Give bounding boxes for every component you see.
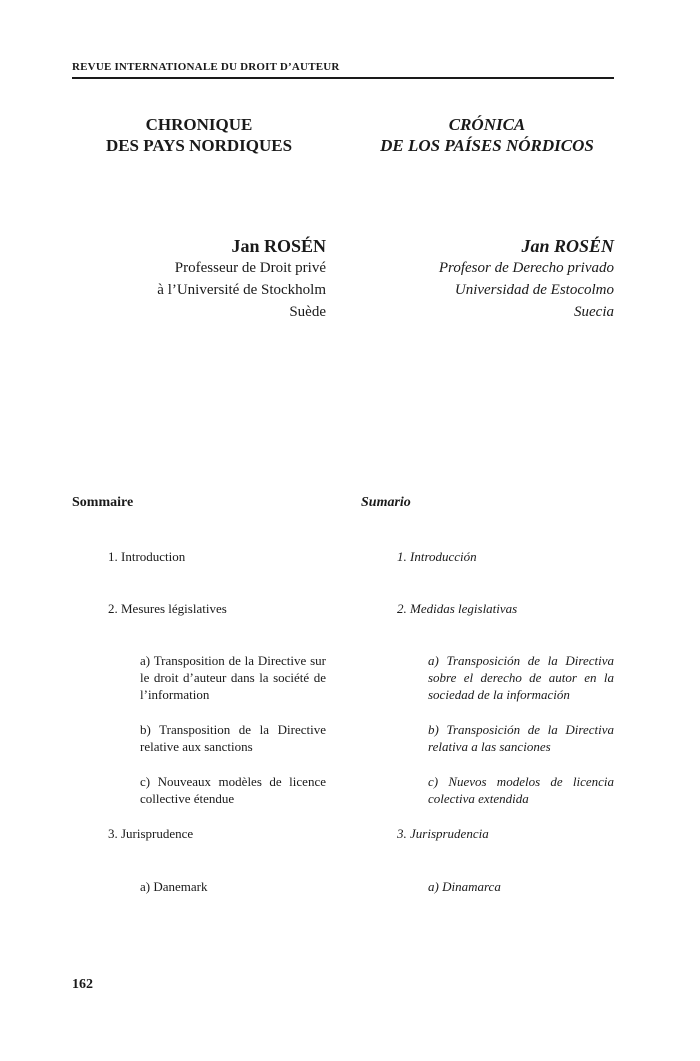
author-affiliation-fr-2: à l’Université de Stockholm: [157, 282, 326, 298]
toc-item-es-2c: c) Nuevos modelos de licencia colectiva extendida: [428, 774, 614, 806]
author-block-fr: [56, 235, 326, 323]
toc-item-fr-1: 1. Introduction: [108, 549, 186, 564]
toc-item-es-3a: a) Dinamarca: [428, 879, 501, 894]
author-block-es: [344, 235, 614, 323]
author-affiliation-es-1: Profesor de Derecho privado: [438, 260, 614, 276]
chronicle-title-es: [364, 114, 610, 156]
author-affiliation-es-2: Universidad de Estocolmo: [454, 282, 614, 298]
summary-heading-fr: Sommaire: [72, 495, 134, 510]
toc-item-es-2a: a) Transposición de la Directiva sobre el derecho de autor en la sociedad de la información: [428, 653, 614, 702]
title-es-line-1: CRÓNICA: [448, 115, 526, 134]
author-name-fr: Jan ROSÉN: [231, 236, 326, 256]
toc-item-es-3: 3. Jurisprudencia: [397, 826, 489, 841]
toc-item-fr-3: 3. Jurisprudence: [108, 826, 194, 841]
author-name-es: Jan ROSÉN: [521, 236, 614, 256]
author-affiliation-fr-3: Suède: [289, 304, 326, 320]
toc-item-fr-2c: c) Nouveaux modèles de licence collective étendue: [140, 774, 326, 806]
toc-item-es-2: 2. Medidas legislativas: [397, 601, 518, 616]
toc-item-fr-2: 2. Mesures législatives: [108, 601, 227, 616]
chronicle-title-fr: [96, 114, 302, 156]
author-affiliation-es-3: Suecia: [574, 304, 614, 320]
toc-item-es-2b: b) Transposición de la Directiva relativa a las sanciones: [428, 722, 614, 754]
toc-item-fr-3a: a) Danemark: [140, 879, 208, 894]
author-affiliation-fr-1: Professeur de Droit privé: [174, 260, 326, 276]
title-es-line-2: DE LOS PAÍSES NÓRDICOS: [380, 136, 594, 155]
header-rule: [72, 77, 614, 79]
title-fr-line-1: CHRONIQUE: [145, 115, 253, 134]
page-number: 162: [72, 977, 93, 992]
toc-item-fr-2a: a) Transposition de la Directive sur le droit d’auteur dans la société de l’information: [140, 653, 326, 702]
toc-item-fr-2b: b) Transposition de la Directive relative aux sanctions: [140, 722, 326, 754]
journal-title: REVUE INTERNATIONALE DU DROIT D’AUTEUR: [72, 61, 340, 73]
toc-item-es-1: 1. Introducción: [397, 549, 477, 564]
summary-heading-es: Sumario: [361, 495, 411, 510]
title-fr-line-2: DES PAYS NORDIQUES: [105, 136, 293, 155]
